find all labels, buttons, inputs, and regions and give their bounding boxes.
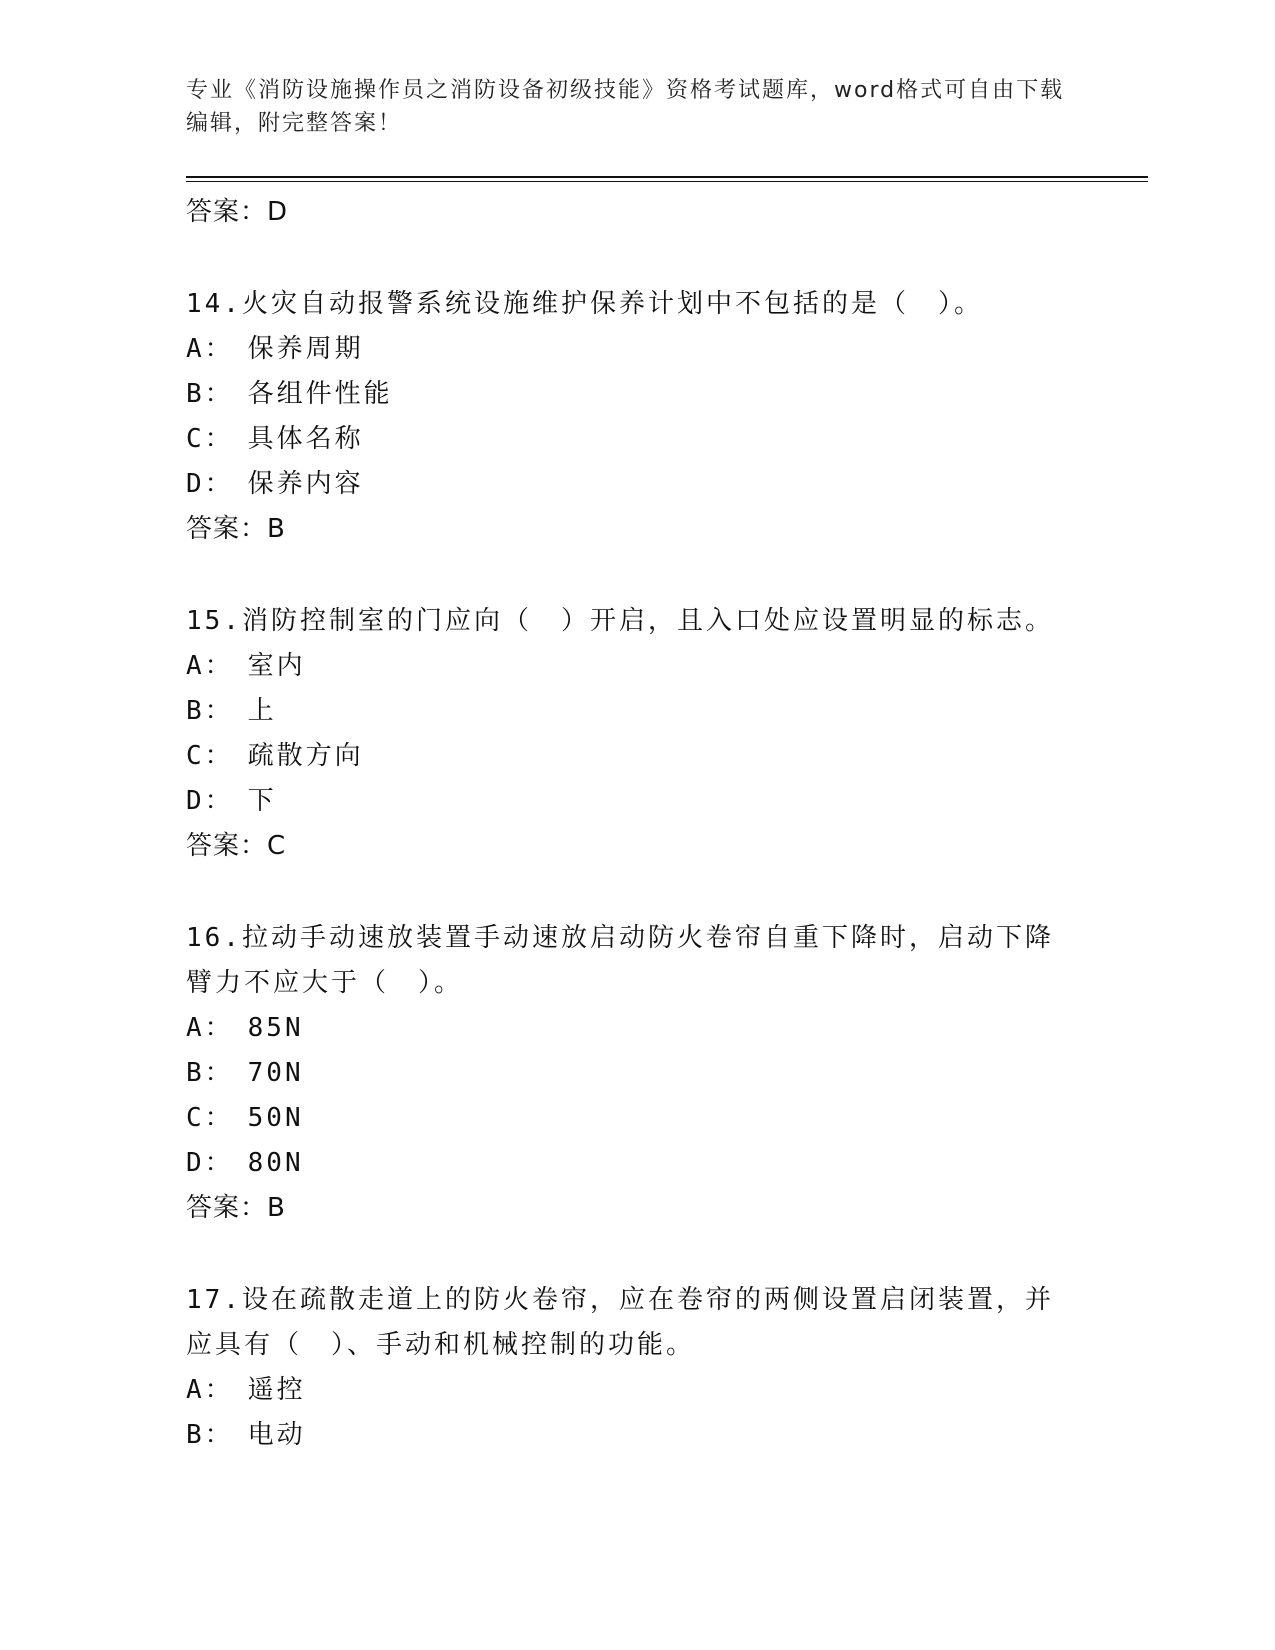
question-stem: 17.设在疏散走道上的防火卷帘，应在卷帘的两侧设置启闭装置，并应具有（ ）、手动和机械控制的功能。 (186, 1285, 1054, 1360)
option-d: D： 80N (186, 1148, 304, 1178)
question-list (186, 190, 1086, 1458)
page-header: 专业《消防设施操作员之消防设备初级技能》资格考试题库，word格式可自由下载编辑，附完整答案！ (186, 78, 1065, 136)
option-d: D： 保养内容 (186, 469, 364, 499)
option-a: A： 85N (186, 1013, 304, 1043)
option-b: B： 电动 (186, 1420, 306, 1450)
question-stem: 16.拉动手动速放装置手动速放启动防火卷帘自重下降时，启动下降臂力不应大于（ ）。 (186, 923, 1054, 998)
option-b: B： 70N (186, 1058, 304, 1088)
question-item (186, 282, 1086, 552)
header-rule-thin (186, 181, 1148, 182)
option-b: B： 上 (186, 696, 277, 726)
question-stem: 15.消防控制室的门应向（ ）开启，且入口处应设置明显的标志。 (186, 606, 1054, 636)
option-c: C： 具体名称 (186, 424, 364, 454)
answer-line: 答案：B (186, 1193, 286, 1223)
question-item (186, 599, 1086, 869)
answer-line: 答案：B (186, 514, 286, 544)
answer-line: 答案：D (186, 197, 289, 227)
question-item (186, 916, 1086, 1231)
option-b: B： 各组件性能 (186, 379, 393, 409)
option-d: D： 下 (186, 786, 277, 816)
question-item (186, 1278, 1086, 1458)
option-a: A： 遥控 (186, 1375, 306, 1405)
option-c: C： 50N (186, 1103, 304, 1133)
option-c: C： 疏散方向 (186, 741, 364, 771)
option-a: A： 保养周期 (186, 334, 364, 364)
question-stem: 14.火灾自动报警系统设施维护保养计划中不包括的是（ ）。 (186, 289, 983, 319)
header-rule (186, 176, 1148, 178)
option-a: A： 室内 (186, 651, 306, 681)
answer-line: 答案：C (186, 831, 287, 861)
